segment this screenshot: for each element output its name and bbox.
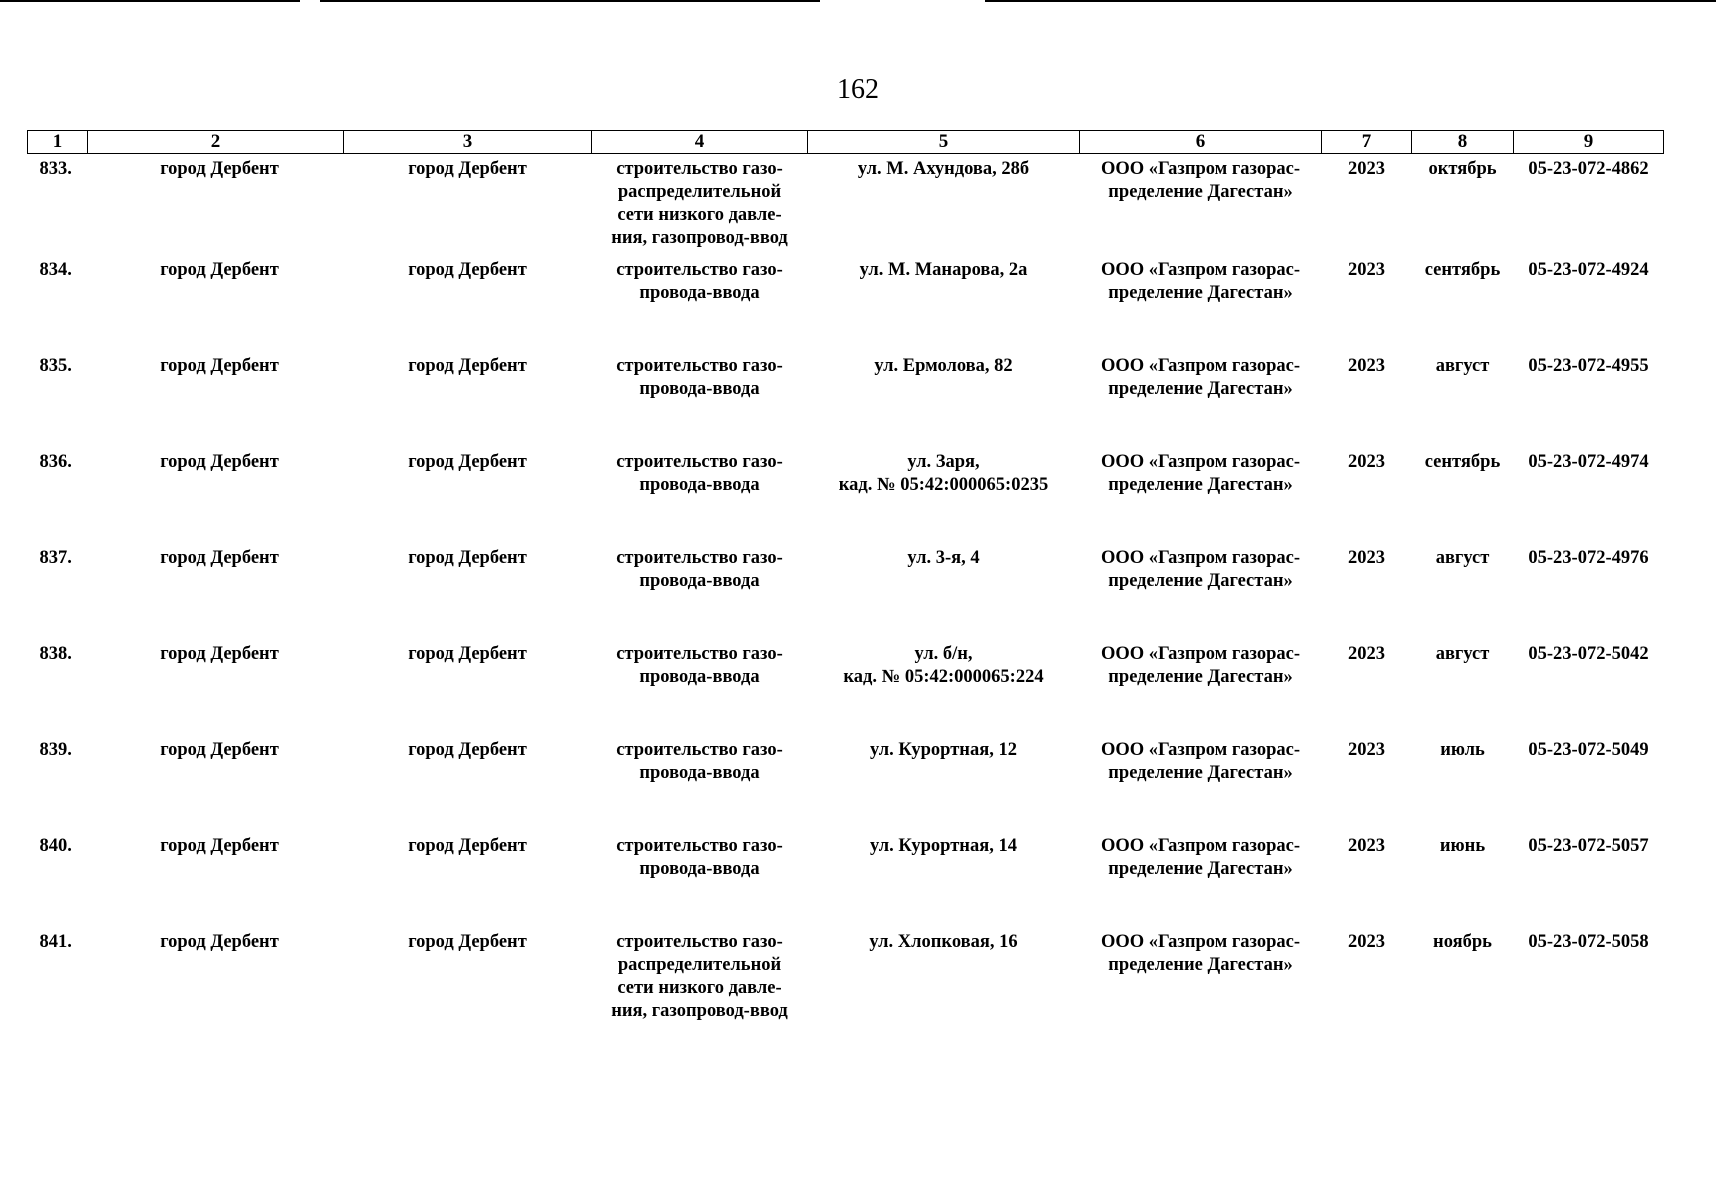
organization-cell: ООО «Газпром газорас- пределение Дагестан» [1100, 259, 1301, 303]
row-number: 838. [39, 643, 72, 664]
settlement-cell: город Дербент [408, 643, 527, 664]
work-type-cell: строительство газо- провода-ввода [616, 355, 783, 399]
month-cell: июль [1440, 739, 1485, 760]
address-cell: ул. Ермолова, 82 [874, 355, 1013, 376]
permit-code-cell: 05-23-072-4862 [1528, 159, 1649, 179]
table-row [28, 351, 1664, 447]
address-cell: ул. Хлопковая, 16 [869, 931, 1018, 952]
month-cell: сентябрь [1424, 259, 1501, 280]
work-type-cell: строительство газо- провода-ввода [616, 547, 783, 591]
settlement-cell: город Дербент [408, 931, 527, 952]
row-number: 834. [39, 259, 72, 280]
year-cell: 2023 [1348, 355, 1385, 376]
organization-cell: ООО «Газпром газорас- пределение Дагестан» [1100, 547, 1301, 591]
column-header-4: 4 [592, 131, 808, 154]
row-number: 841. [39, 931, 72, 952]
address-cell: ул. М. Ахундова, 28б [857, 159, 1030, 179]
row-number: 840. [39, 835, 72, 856]
organization-cell: ООО «Газпром газорас- пределение Дагестан» [1100, 643, 1301, 687]
settlement-cell: город Дербент [408, 259, 527, 280]
month-cell: август [1435, 643, 1490, 664]
permit-code-cell: 05-23-072-5049 [1528, 739, 1649, 760]
year-cell: 2023 [1348, 451, 1385, 472]
settlement-cell: город Дербент [408, 451, 527, 472]
table-row [28, 255, 1664, 351]
municipality-cell: город Дербент [160, 547, 279, 568]
table-row [28, 927, 1664, 1023]
permit-code-cell: 05-23-072-5058 [1528, 931, 1649, 952]
organization-cell: ООО «Газпром газорас- пределение Дагестан» [1100, 931, 1301, 975]
year-cell: 2023 [1348, 159, 1385, 179]
row-number: 836. [39, 451, 72, 472]
column-header-5: 5 [808, 131, 1080, 154]
year-cell: 2023 [1348, 547, 1385, 568]
month-cell: октябрь [1428, 159, 1497, 179]
address-cell: ул. Заря, кад. № 05:42:000065:0235 [838, 451, 1049, 495]
work-type-cell: строительство газо- провода-ввода [616, 451, 783, 495]
municipality-cell: город Дербент [160, 739, 279, 760]
top-edge-line [985, 0, 1716, 2]
municipality-cell: город Дербент [160, 159, 279, 179]
column-header-9: 9 [1514, 131, 1664, 154]
table-row [28, 831, 1664, 927]
organization-cell: ООО «Газпром газорас- пределение Дагестан» [1100, 835, 1301, 879]
settlement-cell: город Дербент [408, 835, 527, 856]
table-body [28, 154, 1664, 1023]
table-row [28, 735, 1664, 831]
organization-cell: ООО «Газпром газорас- пределение Дагестан» [1100, 355, 1301, 399]
address-cell: ул. М. Манарова, 2а [859, 259, 1028, 280]
column-header-1: 1 [28, 131, 88, 154]
permit-code-cell: 05-23-072-4974 [1528, 451, 1649, 472]
column-header-3: 3 [344, 131, 592, 154]
address-cell: ул. 3-я, 4 [907, 547, 980, 568]
work-type-cell: строительство газо- провода-ввода [616, 835, 783, 879]
row-number: 833. [39, 159, 72, 179]
month-cell: август [1435, 355, 1490, 376]
municipality-cell: город Дербент [160, 835, 279, 856]
permit-code-cell: 05-23-072-4955 [1528, 355, 1649, 376]
permit-code-cell: 05-23-072-4976 [1528, 547, 1649, 568]
row-number: 839. [39, 739, 72, 760]
page-number: 162 [837, 74, 879, 105]
month-cell: июнь [1439, 835, 1486, 856]
address-cell: ул. б/н, кад. № 05:42:000065:224 [843, 643, 1044, 687]
table-row [28, 154, 1664, 255]
work-type-cell: строительство газо- провода-ввода [616, 643, 783, 687]
column-number-header [28, 131, 1664, 154]
organization-cell: ООО «Газпром газорас- пределение Дагестан» [1100, 451, 1301, 495]
municipality-cell: город Дербент [160, 451, 279, 472]
table-row [28, 639, 1664, 735]
settlement-cell: город Дербент [408, 739, 527, 760]
row-number: 837. [39, 547, 72, 568]
municipality-cell: город Дербент [160, 931, 279, 952]
permit-code-cell: 05-23-072-5042 [1528, 643, 1649, 664]
organization-cell: ООО «Газпром газорас- пределение Дагестан» [1100, 739, 1301, 783]
organization-cell: ООО «Газпром газорас- пределение Дагестан» [1100, 159, 1301, 202]
data-table [27, 130, 1664, 1023]
permit-code-cell: 05-23-072-4924 [1528, 259, 1649, 280]
table-row [28, 543, 1664, 639]
year-cell: 2023 [1348, 835, 1385, 856]
column-header-2: 2 [88, 131, 344, 154]
top-edge-line [0, 0, 300, 2]
year-cell: 2023 [1348, 259, 1385, 280]
column-header-7: 7 [1322, 131, 1412, 154]
year-cell: 2023 [1348, 643, 1385, 664]
settlement-cell: город Дербент [408, 355, 527, 376]
month-cell: сентябрь [1424, 451, 1501, 472]
address-cell: ул. Курортная, 14 [870, 835, 1017, 856]
work-type-cell: строительство газо- распределительной сети низкого давле- ния, газопровод-ввод [611, 159, 788, 248]
permit-code-cell: 05-23-072-5057 [1528, 835, 1649, 856]
settlement-cell: город Дербент [408, 547, 527, 568]
column-header-8: 8 [1412, 131, 1514, 154]
row-number: 835. [39, 355, 72, 376]
municipality-cell: город Дербент [160, 259, 279, 280]
work-type-cell: строительство газо- провода-ввода [616, 259, 783, 303]
month-cell: ноябрь [1433, 931, 1492, 952]
municipality-cell: город Дербент [160, 643, 279, 664]
table-row [28, 447, 1664, 543]
municipality-cell: город Дербент [160, 355, 279, 376]
work-type-cell: строительство газо- распределительной сети низкого давле- ния, газопровод-ввод [611, 931, 788, 1021]
settlement-cell: город Дербент [408, 159, 527, 179]
year-cell: 2023 [1348, 739, 1385, 760]
work-type-cell: строительство газо- провода-ввода [616, 739, 783, 783]
top-edge-line [320, 0, 820, 2]
month-cell: август [1435, 547, 1490, 568]
year-cell: 2023 [1348, 931, 1385, 952]
address-cell: ул. Курортная, 12 [870, 739, 1017, 760]
column-header-6: 6 [1080, 131, 1322, 154]
